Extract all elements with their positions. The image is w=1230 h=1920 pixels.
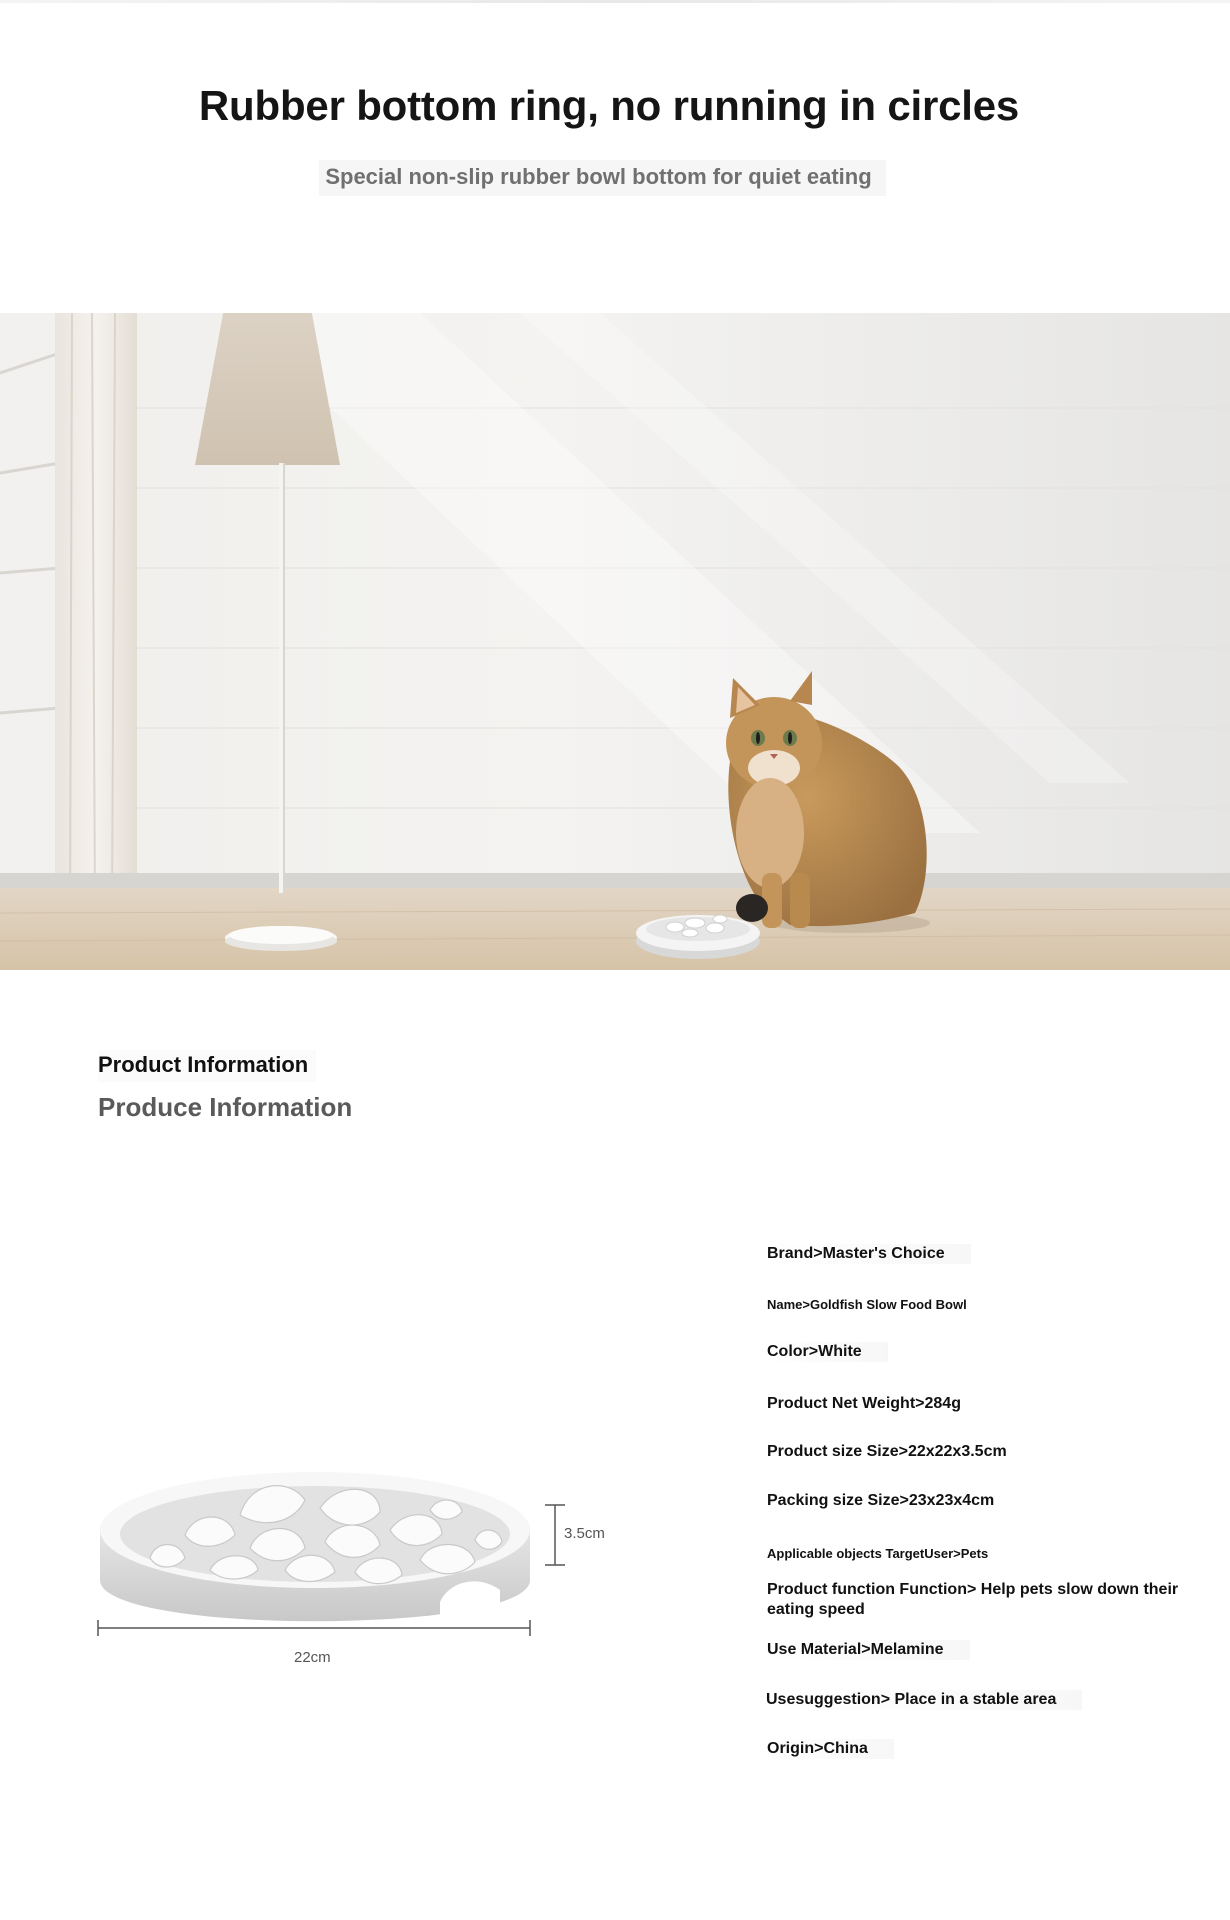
bowl-illustration <box>90 1430 630 1680</box>
spec-product-size: Product size Size>22x22x3.5cm <box>767 1443 1007 1460</box>
hero-image <box>0 313 1230 970</box>
spec-material: Use Material>Melamine <box>767 1640 970 1660</box>
spec-use-suggestion: Usesuggestion> Place in a stable area <box>766 1690 1082 1710</box>
spec-packing-size: Packing size Size>23x23x4cm <box>767 1492 995 1509</box>
spec-color: Color>White <box>767 1342 888 1362</box>
height-dimension-label: 3.5cm <box>564 1525 605 1542</box>
subtitle-row <box>0 160 1205 196</box>
spec-target-user: Applicable objects TargetUser>Pets <box>767 1546 989 1561</box>
top-divider <box>0 0 1230 3</box>
page-subtitle: Special non-slip rubber bowl bottom for quiet eating <box>319 160 885 196</box>
page-title: Rubber bottom ring, no running in circles <box>198 82 1020 129</box>
spec-net-weight: Product Net Weight>284g <box>767 1395 961 1412</box>
spec-origin: Origin>China <box>767 1739 894 1759</box>
spec-name: Name>Goldfish Slow Food Bowl <box>767 1297 967 1312</box>
width-dimension-label: 22cm <box>294 1649 331 1666</box>
product-info-subtitle: Produce Information <box>98 1092 353 1122</box>
spec-brand: Brand>Master's Choice <box>767 1244 971 1264</box>
room-scene <box>0 313 1230 970</box>
product-info-title: Product Information <box>98 1050 316 1082</box>
spec-function: Product function Function> Help pets slow down their eating speed <box>767 1581 1179 1618</box>
bowl-dimension-figure <box>90 1430 630 1680</box>
